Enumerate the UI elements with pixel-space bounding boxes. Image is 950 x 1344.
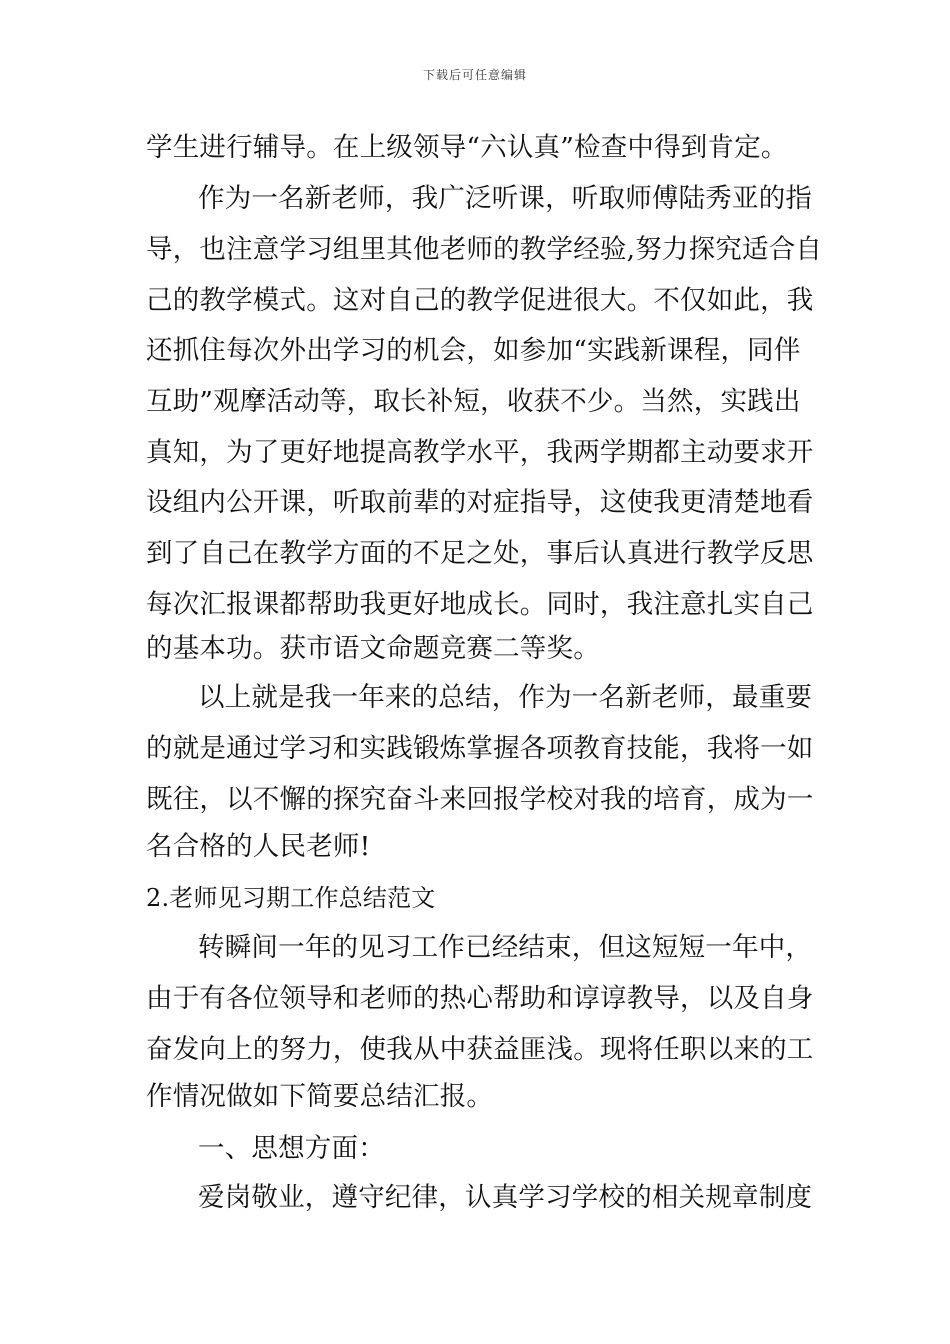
subsection-heading: 一、思想方面： bbox=[198, 1133, 385, 1164]
paragraph-line: 爱岗敬业，遵守纪律，认真学习学校的相关规章制度 bbox=[198, 1182, 813, 1213]
paragraph-line: 真知，为了更好地提高教学水平，我两学期都主动要求开 bbox=[146, 437, 814, 468]
paragraph-line: 奋发向上的努力，使我从中获益匪浅。现将任职以来的工 bbox=[146, 1034, 814, 1065]
paragraph-line: 导，也注意学习组里其他老师的教学经验,努力探究适合自 bbox=[146, 234, 823, 265]
paragraph-line: 己的教学模式。这对自己的教学促进很大。不仅如此，我 bbox=[146, 285, 814, 316]
paragraph-line: 的就是通过学习和实践锻炼掌握各项教育技能，我将一如 bbox=[146, 733, 814, 764]
paragraph-line: 互助”观摩活动等，取长补短，收获不少。当然，实践出 bbox=[146, 386, 801, 417]
paragraph-line: 的基本功。获市语文命题竞赛二等奖。 bbox=[146, 633, 600, 664]
paragraph-line: 由于有各位领导和老师的热心帮助和谆谆教导，以及自身 bbox=[146, 983, 814, 1014]
paragraph-line: 名合格的人民老师! bbox=[146, 831, 371, 862]
paragraph-line: 还抓住每次外出学习的机会，如参加“实践新课程，同伴 bbox=[146, 335, 801, 366]
paragraph-line: 以上就是我一年来的总结，作为一名新老师，最重要 bbox=[198, 682, 813, 713]
paragraph-line: 设组内公开课，听取前辈的对症指导，这使我更清楚地看 bbox=[146, 487, 814, 518]
paragraph-line: 既往，以不懈的探究奋斗来回报学校对我的培育，成为一 bbox=[146, 784, 814, 815]
section-heading: 2.老师见习期工作总结范文 bbox=[146, 884, 436, 912]
paragraph-line: 作为一名新老师，我广泛听课，听取师傅陆秀亚的指 bbox=[198, 183, 813, 214]
paragraph-line: 每次汇报课都帮助我更好地成长。同时，我注意扎实自己 bbox=[146, 589, 814, 620]
paragraph-line: 到了自己在教学方面的不足之处，事后认真进行教学反思 bbox=[146, 538, 814, 569]
paragraph-line: 学生进行辅导。在上级领导“六认真”检查中得到肯定。 bbox=[146, 132, 788, 163]
paragraph-line: 作情况做如下简要总结汇报。 bbox=[146, 1081, 494, 1112]
header-note: 下载后可任意编辑 bbox=[422, 68, 527, 82]
paragraph-line: 转瞬间一年的见习工作已经结束，但这短短一年中， bbox=[198, 932, 813, 963]
